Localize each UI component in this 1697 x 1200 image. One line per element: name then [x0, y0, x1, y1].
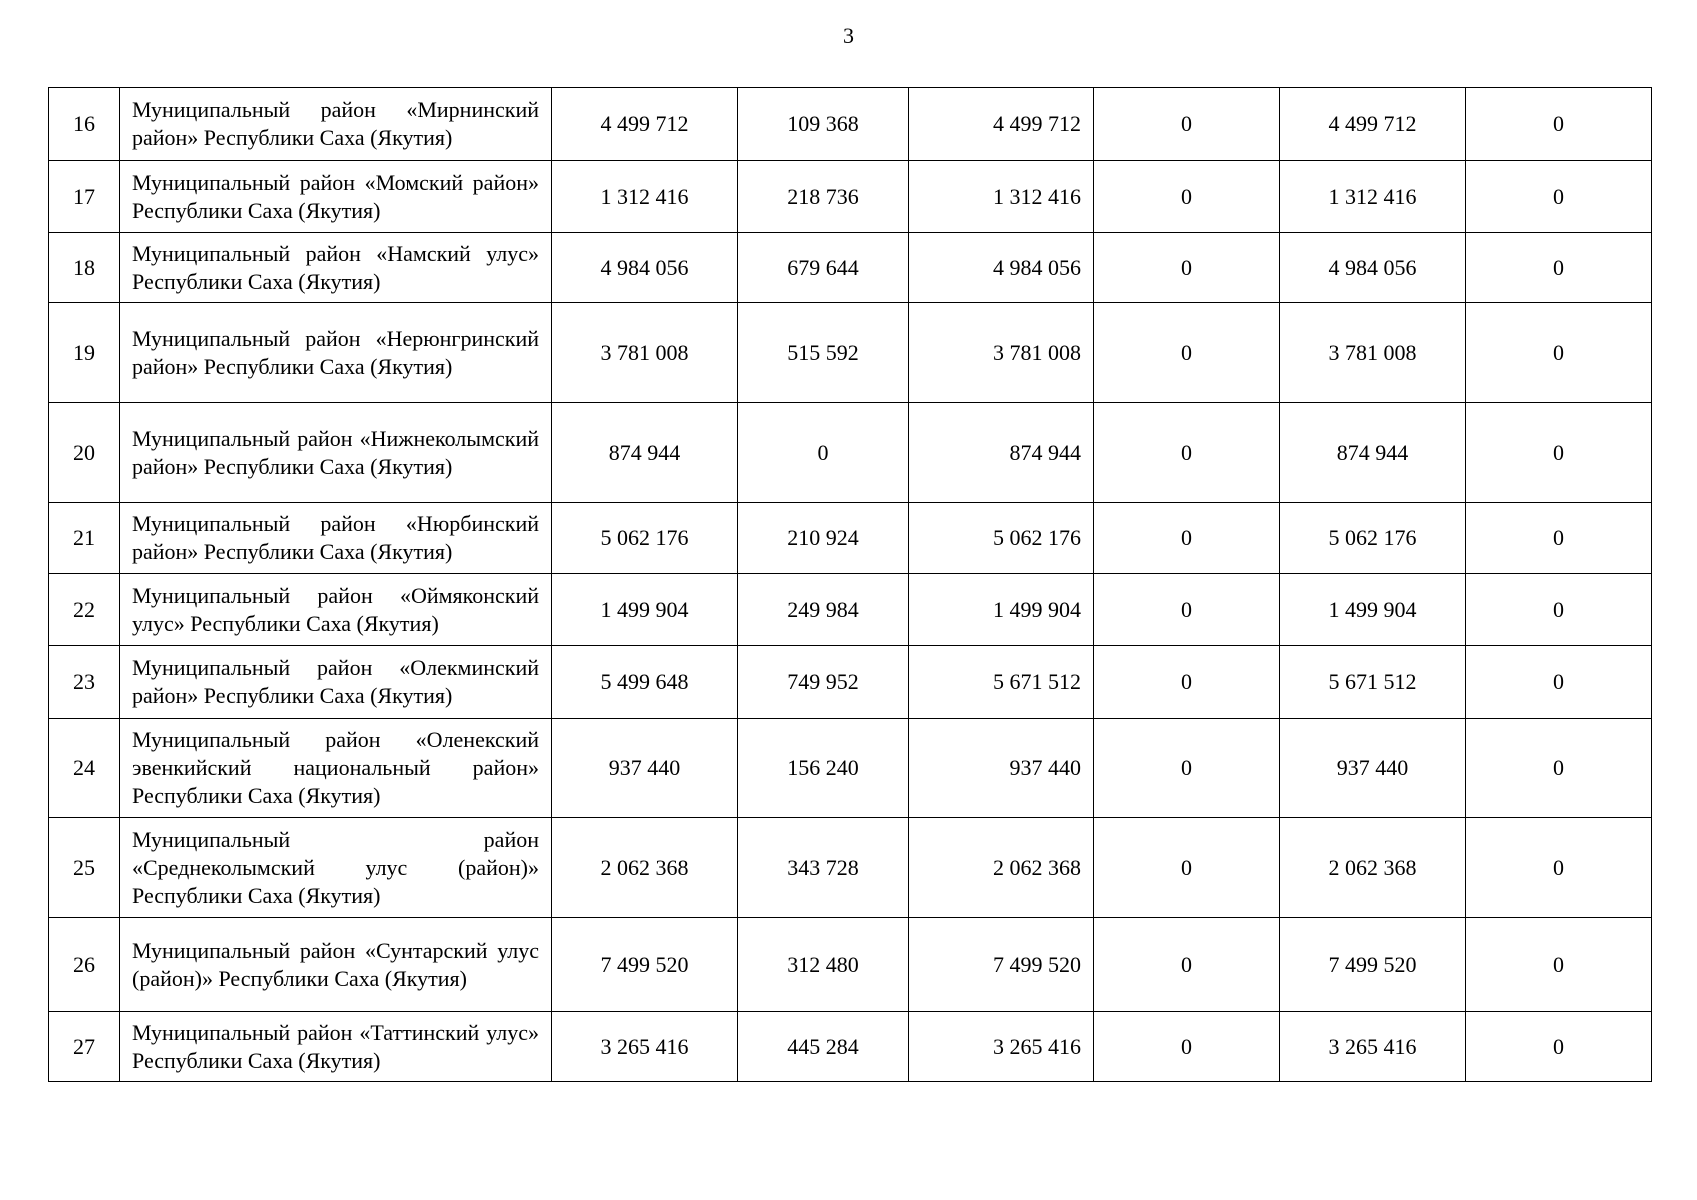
amount-cell-3: 5 671 512 [909, 646, 1094, 719]
municipality-name: Муниципальный район «Нерюнгринский район» Республики Саха (Якутия) [120, 303, 552, 403]
municipality-name: Муниципальный район «Оймяконский улус» Республики Саха (Якутия) [120, 574, 552, 646]
table-body [49, 88, 1652, 1082]
amount-cell-1: 7 499 520 [552, 918, 738, 1012]
amount-cell-1: 1 499 904 [552, 574, 738, 646]
table-row [49, 1012, 1652, 1082]
amount-cell-4: 0 [1094, 918, 1280, 1012]
row-number: 18 [49, 233, 120, 303]
amount-cell-2: 210 924 [738, 503, 909, 574]
amount-cell-2: 679 644 [738, 233, 909, 303]
amount-cell-2: 156 240 [738, 719, 909, 818]
amount-cell-5: 937 440 [1280, 719, 1466, 818]
municipality-name: Муниципальный район «Среднеколымский улус (район)» Республики Саха (Якутия) [120, 818, 552, 918]
table-row [49, 818, 1652, 918]
amount-cell-2: 515 592 [738, 303, 909, 403]
page-number: 3 [843, 23, 854, 48]
amount-cell-1: 5 499 648 [552, 646, 738, 719]
row-number: 25 [49, 818, 120, 918]
amount-cell-4: 0 [1094, 403, 1280, 503]
amount-cell-2: 0 [738, 403, 909, 503]
municipality-name: Муниципальный район «Нижнеколымский район» Республики Саха (Якутия) [120, 403, 552, 503]
amount-cell-3: 3 781 008 [909, 303, 1094, 403]
amount-cell-4: 0 [1094, 1012, 1280, 1082]
row-number: 20 [49, 403, 120, 503]
amount-cell-3: 3 265 416 [909, 1012, 1094, 1082]
table-row [49, 646, 1652, 719]
amount-cell-2: 109 368 [738, 88, 909, 161]
amount-cell-2: 249 984 [738, 574, 909, 646]
table-row [49, 233, 1652, 303]
amount-cell-6: 0 [1466, 503, 1652, 574]
amount-cell-5: 4 984 056 [1280, 233, 1466, 303]
row-number: 26 [49, 918, 120, 1012]
row-number: 21 [49, 503, 120, 574]
row-number: 17 [49, 161, 120, 233]
amount-cell-3: 1 312 416 [909, 161, 1094, 233]
amount-cell-5: 5 062 176 [1280, 503, 1466, 574]
table-row [49, 918, 1652, 1012]
row-number: 23 [49, 646, 120, 719]
amount-cell-3: 5 062 176 [909, 503, 1094, 574]
amount-cell-2: 343 728 [738, 818, 909, 918]
row-number: 22 [49, 574, 120, 646]
amount-cell-1: 4 499 712 [552, 88, 738, 161]
amount-cell-4: 0 [1094, 88, 1280, 161]
table-row [49, 403, 1652, 503]
row-number: 19 [49, 303, 120, 403]
row-number: 27 [49, 1012, 120, 1082]
amount-cell-4: 0 [1094, 303, 1280, 403]
amount-cell-1: 874 944 [552, 403, 738, 503]
municipality-name: Муниципальный район «Нюрбинский район» Республики Саха (Якутия) [120, 503, 552, 574]
amount-cell-5: 874 944 [1280, 403, 1466, 503]
row-number: 16 [49, 88, 120, 161]
amount-cell-3: 4 984 056 [909, 233, 1094, 303]
amount-cell-1: 3 781 008 [552, 303, 738, 403]
amount-cell-1: 5 062 176 [552, 503, 738, 574]
amount-cell-4: 0 [1094, 646, 1280, 719]
amount-cell-6: 0 [1466, 646, 1652, 719]
amount-cell-5: 2 062 368 [1280, 818, 1466, 918]
amount-cell-5: 1 312 416 [1280, 161, 1466, 233]
amount-cell-1: 937 440 [552, 719, 738, 818]
municipality-name: Муниципальный район «Момский район» Республики Саха (Якутия) [120, 161, 552, 233]
amount-cell-3: 2 062 368 [909, 818, 1094, 918]
amount-cell-4: 0 [1094, 574, 1280, 646]
table-row [49, 719, 1652, 818]
amount-cell-3: 1 499 904 [909, 574, 1094, 646]
amount-cell-3: 937 440 [909, 719, 1094, 818]
municipality-name: Муниципальный район «Мирнинский район» Республики Саха (Якутия) [120, 88, 552, 161]
amount-cell-2: 445 284 [738, 1012, 909, 1082]
table-row [49, 303, 1652, 403]
amount-cell-5: 5 671 512 [1280, 646, 1466, 719]
municipality-name: Муниципальный район «Оленекский эвенкийский национальный район» Республики Саха (Якутия) [120, 719, 552, 818]
amount-cell-6: 0 [1466, 233, 1652, 303]
amount-cell-2: 218 736 [738, 161, 909, 233]
table-row [49, 574, 1652, 646]
table-row [49, 503, 1652, 574]
amount-cell-2: 312 480 [738, 918, 909, 1012]
amount-cell-5: 3 781 008 [1280, 303, 1466, 403]
amount-cell-4: 0 [1094, 233, 1280, 303]
table-row [49, 88, 1652, 161]
table-row [49, 161, 1652, 233]
amount-cell-1: 4 984 056 [552, 233, 738, 303]
amount-cell-3: 874 944 [909, 403, 1094, 503]
amount-cell-5: 4 499 712 [1280, 88, 1466, 161]
municipality-name: Муниципальный район «Таттинский улус» Республики Саха (Якутия) [120, 1012, 552, 1082]
municipality-name: Муниципальный район «Намский улус» Республики Саха (Якутия) [120, 233, 552, 303]
amount-cell-6: 0 [1466, 574, 1652, 646]
budget-table [48, 87, 1652, 1082]
amount-cell-6: 0 [1466, 719, 1652, 818]
amount-cell-4: 0 [1094, 503, 1280, 574]
amount-cell-6: 0 [1466, 303, 1652, 403]
amount-cell-6: 0 [1466, 818, 1652, 918]
amount-cell-4: 0 [1094, 818, 1280, 918]
amount-cell-4: 0 [1094, 161, 1280, 233]
amount-cell-4: 0 [1094, 719, 1280, 818]
amount-cell-6: 0 [1466, 918, 1652, 1012]
municipality-name: Муниципальный район «Сунтарский улус (район)» Республики Саха (Якутия) [120, 918, 552, 1012]
amount-cell-3: 7 499 520 [909, 918, 1094, 1012]
amount-cell-6: 0 [1466, 161, 1652, 233]
amount-cell-3: 4 499 712 [909, 88, 1094, 161]
amount-cell-2: 749 952 [738, 646, 909, 719]
amount-cell-6: 0 [1466, 403, 1652, 503]
amount-cell-5: 1 499 904 [1280, 574, 1466, 646]
row-number: 24 [49, 719, 120, 818]
amount-cell-1: 2 062 368 [552, 818, 738, 918]
amount-cell-6: 0 [1466, 88, 1652, 161]
municipality-name: Муниципальный район «Олекминский район» Республики Саха (Якутия) [120, 646, 552, 719]
amount-cell-1: 3 265 416 [552, 1012, 738, 1082]
amount-cell-5: 7 499 520 [1280, 918, 1466, 1012]
amount-cell-5: 3 265 416 [1280, 1012, 1466, 1082]
amount-cell-1: 1 312 416 [552, 161, 738, 233]
amount-cell-6: 0 [1466, 1012, 1652, 1082]
